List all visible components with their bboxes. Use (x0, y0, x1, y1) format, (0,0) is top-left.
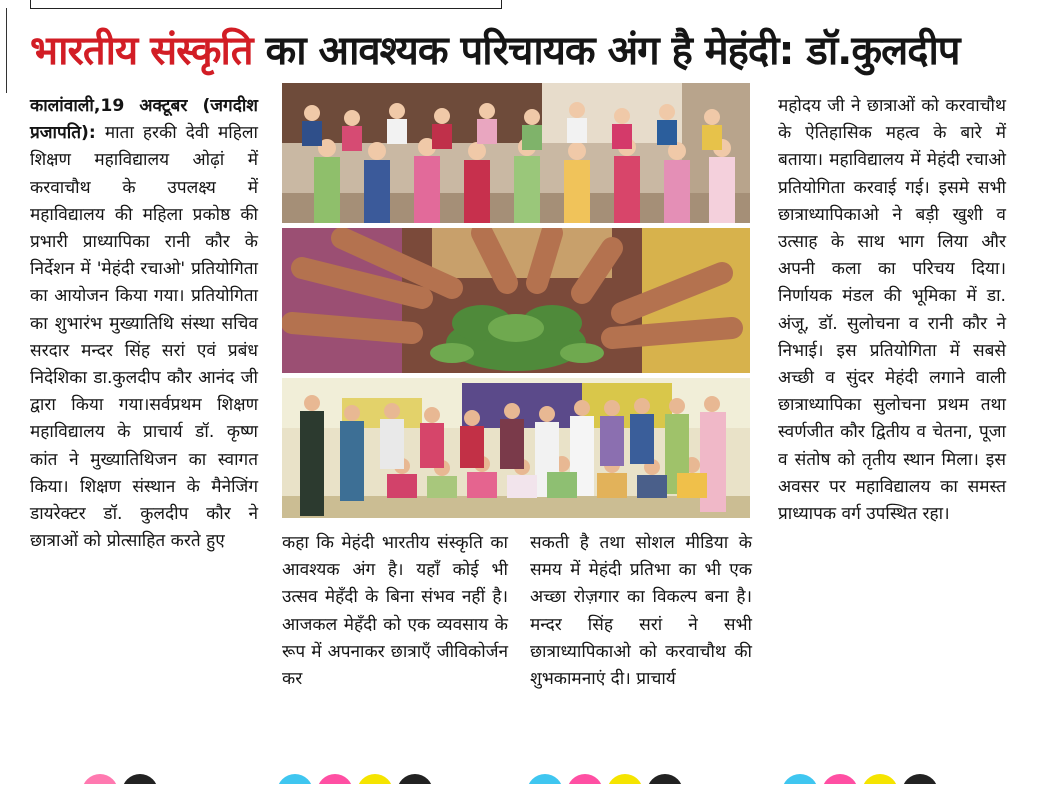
headline-black-part: का आवश्यक परिचायक अंग है मेहंदी: डॉ.कुलदीप (265, 28, 960, 74)
dateline: कालांवाली,19 अक्टूबर (जगदीश प्रजापति): (30, 96, 258, 144)
column-1-text: माता हरकी देवी महिला शिक्षण महाविद्यालय ओढ़ां में करवाचौथ के उपलक्ष्य में महाविद्यालय की महिला प्रकोष्ठ की प्रभारी प्राध्यापिका रानी कौर के निर्देशन में 'मेहंदी रचाओ' प्रतियोगिता का आयोजन किया गया। प्रतियोगिता का शुभारंभ मुख्यातिथि संस्था सचिव सरदार मन्दर सिंह सरां एवं प्रबंध निदेशिका डा.कुलदीप कौर आनंद जी द्वारा किया गया।सर्वप्रथम शिक्षण महाविद्यालय के प्राचार्य डॉ. कृष्ण कांत ने मुख्यातिथिजन का स्वागत किया। शिक्षण संस्थान के मैनेजिंग डायरेक्टर डॉ. कुलदीप कौर ने छात्राओं को प्रोत्साहित करते हुए (30, 123, 258, 552)
group-photo-students (282, 83, 750, 223)
headline-red-part: भारतीय संस्कृति (30, 28, 253, 74)
top-strip (0, 0, 1044, 14)
mehndi-hands-photo (282, 228, 750, 373)
column-4-text: महोदय जी ने छात्राओं को करवाचौथ के ऐतिहासिक महत्व के बारे में बताया। महाविद्यालय में मेहंदी रचाओ प्रतियोगिता करवाई गई। इसमे सभी छात्राध्यापिकाओ ने बड़ी खुशी व उत्साह के साथ भाग लिया और अपनी कला का परिचय दिया। निर्णायक मंडल की भूमिका में डा. अंजू, डॉ. सुलोचना व रानी कौर ने निभाई। इस प्रतियोगिता में सबसे अच्छी व सुंदर मेहंदी लगाने वाली छात्राध्यापिका सुलोचना प्रथम तथा स्वर्णजीत कौर द्वितीय व चेतना, पूजा व संतोष को तृतीय स्थान मिला। इस अवसर पर महाविद्यालय का समस्त प्राध्यापक वर्ग उपस्थित रहा। (778, 96, 1006, 525)
article-column-4 (778, 93, 1006, 528)
headline (30, 18, 1040, 84)
column-3-text: सकती है तथा सोशल मीडिया के समय में मेहंदी प्रतिभा का भी एक अच्छा रोज़गार का विकल्प बना है। मन्दर सिंह सरां ने सभी छात्राध्यापिकाओ को करवाचौथ की शुभकामनाएं दी। प्राचार्य (530, 533, 752, 690)
article-column-1 (30, 93, 258, 555)
article-column-3 (530, 530, 752, 693)
previous-article-border (30, 0, 502, 9)
article-column-2 (282, 530, 508, 693)
print-color-registration-bar (0, 768, 1044, 784)
left-column-rule (6, 8, 7, 93)
column-2-text: कहा कि मेहंदी भारतीय संस्कृति का आवश्यक अंग है। यहाँ कोई भी उत्सव मेहँदी के बिना संभव नहीं है। आजकल मेहँदी को एक व्यवसाय के रूप में अपनाकर छात्राएँ जीविकोर्जन कर (282, 533, 508, 690)
group-photo-with-judges (282, 378, 750, 518)
